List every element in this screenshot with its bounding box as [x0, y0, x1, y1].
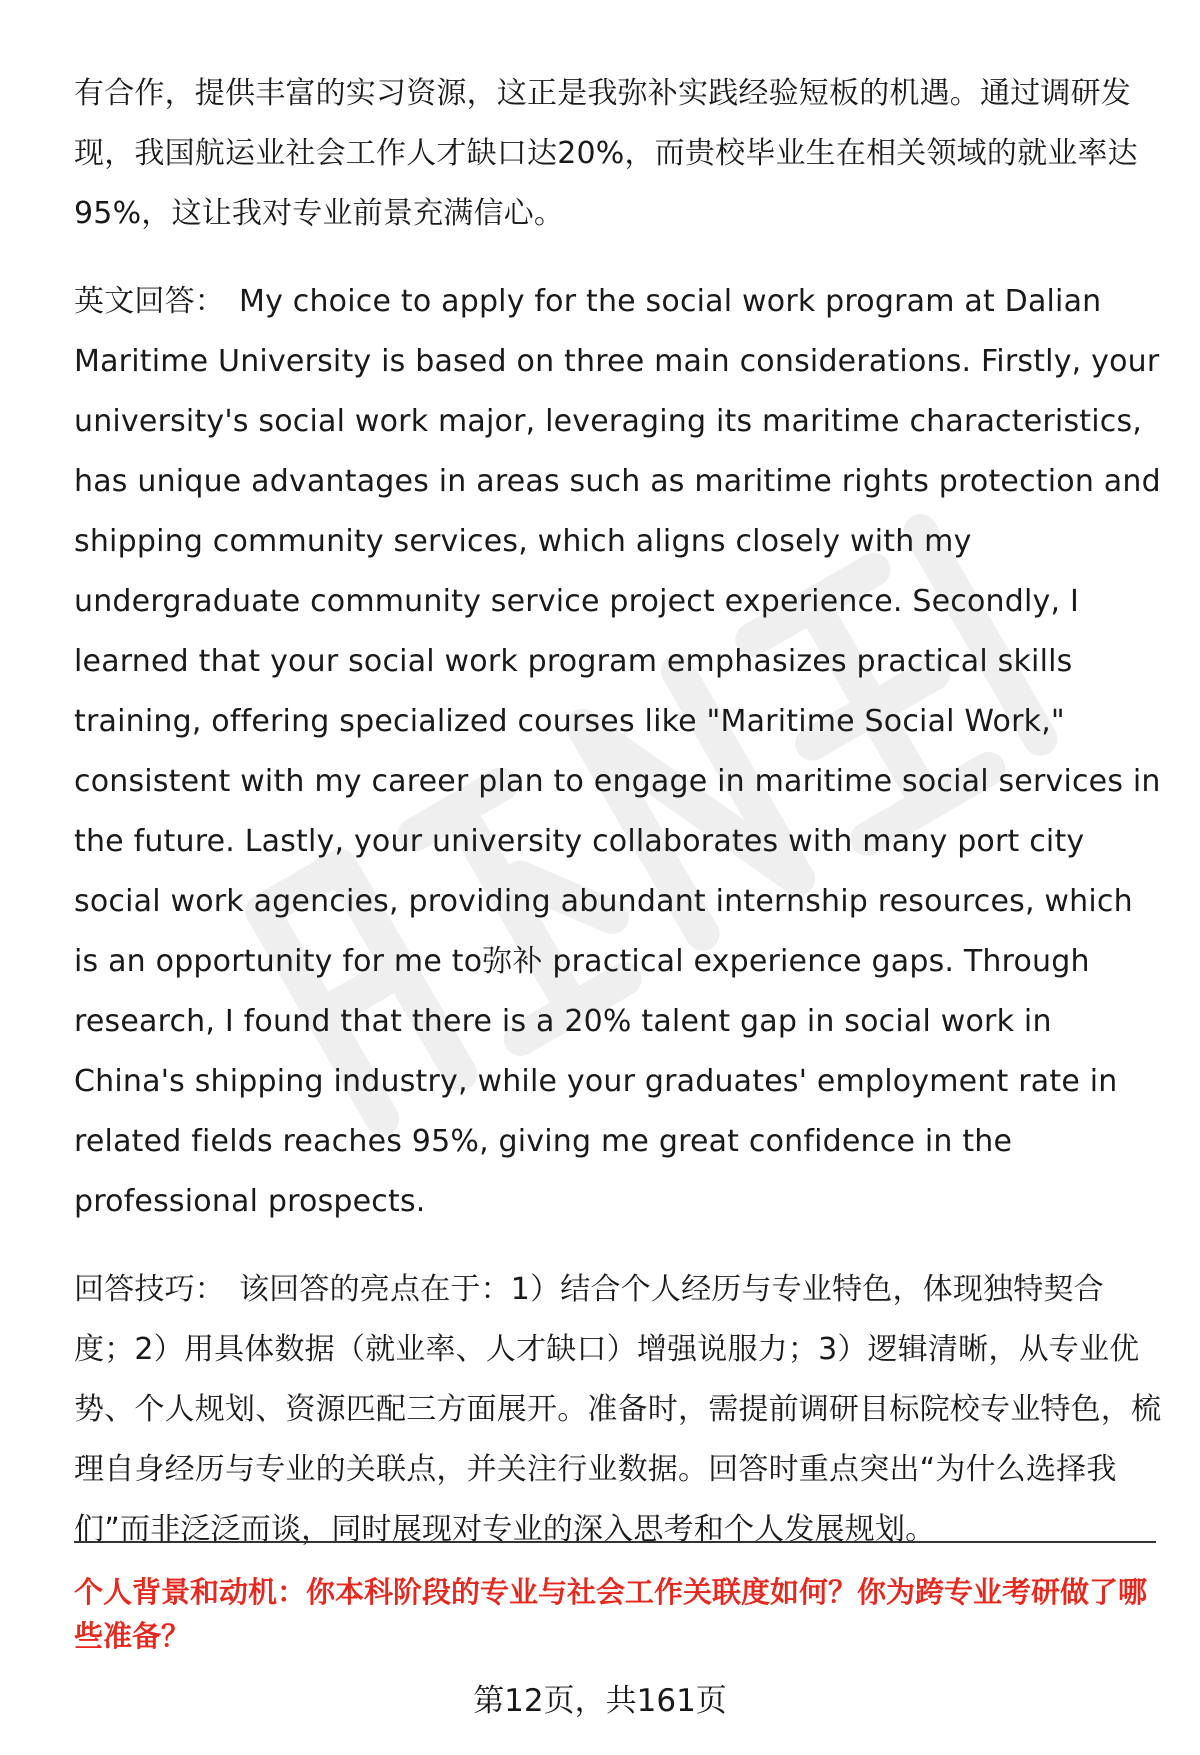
- answer-tips-paragraph: [74, 1260, 1164, 1560]
- english-answer-label: 英文回答：: [74, 284, 225, 319]
- page-indicator: 第12页，共161页: [473, 1683, 727, 1719]
- answer-tips-text: 该回答的亮点在于：1）结合个人经历与专业特色，体现独特契合度；2）用具体数据（就业率、人才缺口）增强说服力；3）逻辑清晰，从专业优势、个人规划、资源匹配三方面展开。准备时，需提前调研目标院校专业特色，梳理自身经历与专业的关联点，并关注行业数据。回答时重点突出“为什么选择我们”而非泛泛而谈，同时展现对专业的深入思考和个人发展规划。: [74, 1272, 1162, 1547]
- section-divider: [74, 1541, 1156, 1543]
- english-answer-paragraph: [74, 272, 1164, 1232]
- next-question-heading: 个人背景和动机：你本科阶段的专业与社会工作关联度如何？你为跨专业考研做了哪些准备？: [74, 1575, 1148, 1653]
- answer-tips-label: 回答技巧：: [74, 1272, 225, 1307]
- document-body: [74, 64, 1164, 1560]
- english-answer-text: My choice to apply for the social work program at Dalian Maritime University is based on three main considerations. Firstly, your university's social work major, leveraging its maritime characteristics, has unique advantages in areas such as maritime rights protection and shipping community services, which aligns closely with my undergraduate community service project experience. Secondly, I learned that your social work program emphasizes practical skills training, offering specialized courses like "Maritime Social Work," consistent with my career plan to engage in maritime social services in the future. Lastly, your university collaborates with many port city social work agencies, providing abundant internship resources, which is an opportunity for me to弥补 practical experience gaps. Through research, I found that there is a 20% talent gap in social work in China's shipping industry, while your graduates' employment rate in related fields reaches 95%, giving me great confidence in the professional prospects.: [74, 284, 1161, 1219]
- paragraph-cn-continuation: 有合作，提供丰富的实习资源，这正是我弥补实践经验短板的机遇。通过调研发现，我国航运业社会工作人才缺口达20%，而贵校毕业生在相关领域的就业率达95%，这让我对专业前景充满信心。: [74, 76, 1138, 231]
